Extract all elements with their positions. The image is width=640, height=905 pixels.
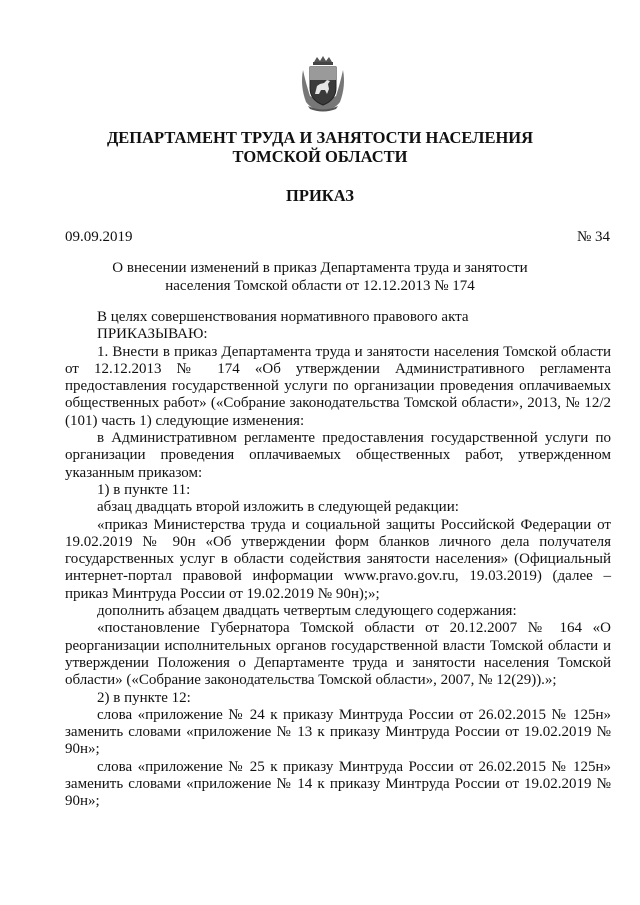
paragraph-item-1: 1. Внести в приказ Департамента труда и занятости населения Томской области от 12.12.2013 № 174 «Об утверждении Административного регламента предоставления государственной услуги по организации проведения оплачиваемых общественных работ» («Собрание законодательства Томской области», 2013, № 12/2 (101) часть 1) следующие изменения:: [65, 343, 611, 429]
paragraph: «постановление Губернатора Томской области от 20.12.2007 № 164 «О реорганизации исполнительных органов государственной власти Томской области и утверждении Положения о Департаменте труда и занятости населения Томской области» («Собрание законодательства Томской области», 2007, № 12(29)).»;: [65, 620, 611, 689]
paragraph-subitem-1: 1) в пункте 11:: [97, 481, 191, 498]
paragraph: слова «приложение № 24 к приказу Минтруда России от 26.02.2015 № 125н» заменить словами «приложение № 13 к приказу Минтруда России от 19.02.2019 № 90н»;: [65, 706, 611, 758]
document-type: ПРИКАЗ: [286, 186, 354, 205]
document-number: № 34: [576, 229, 610, 245]
paragraph: абзац двадцать второй изложить в следующей редакции:: [97, 499, 459, 516]
paragraph-order-word: ПРИКАЗЫВАЮ:: [97, 326, 208, 343]
subject-line-1: О внесении изменений в приказ Департамента труда и занятости: [112, 260, 528, 276]
department-name: [0, 128, 640, 166]
paragraph: «приказ Министерства труда и социальной защиты Российской Федерации от 19.02.2019 № 90н «Об утверждении форм бланков личного дела получателя государственных услуг в области содействия занятости населения» (Официальный интернет-портал правовой информации www.pravo.gov.ru, 19.03.2019) (далее – приказ Минтруда России от 19.02.2019 № 90н);»;: [65, 516, 611, 602]
document-subject: [0, 259, 640, 295]
paragraph-preamble: В целях совершенствования нормативного правового акта: [97, 309, 469, 325]
subject-line-2: населения Томской области от 12.12.2013 № 174: [165, 278, 475, 294]
paragraph-subitem-2: 2) в пункте 12:: [97, 689, 191, 706]
tomsk-coat-of-arms-icon: [300, 56, 346, 112]
paragraph: слова «приложение № 25 к приказу Минтруда России от 26.02.2015 № 125н» заменить словами «приложение № 14 к приказу Минтруда России от 19.02.2019 № 90н»;: [65, 758, 611, 810]
document-body: [65, 309, 611, 811]
document-date: 09.09.2019: [65, 229, 133, 245]
department-line-1: ДЕПАРТАМЕНТ ТРУДА И ЗАНЯТОСТИ НАСЕЛЕНИЯ: [106, 128, 534, 147]
department-line-2: ТОМСКОЙ ОБЛАСТИ: [232, 147, 408, 166]
paragraph: дополнить абзацем двадцать четвертым следующего содержания:: [97, 603, 517, 620]
paragraph: в Административном регламенте предоставления государственной услуги по организации проведения оплачиваемых общественных работ, утвержденном указанным приказом:: [65, 430, 611, 481]
